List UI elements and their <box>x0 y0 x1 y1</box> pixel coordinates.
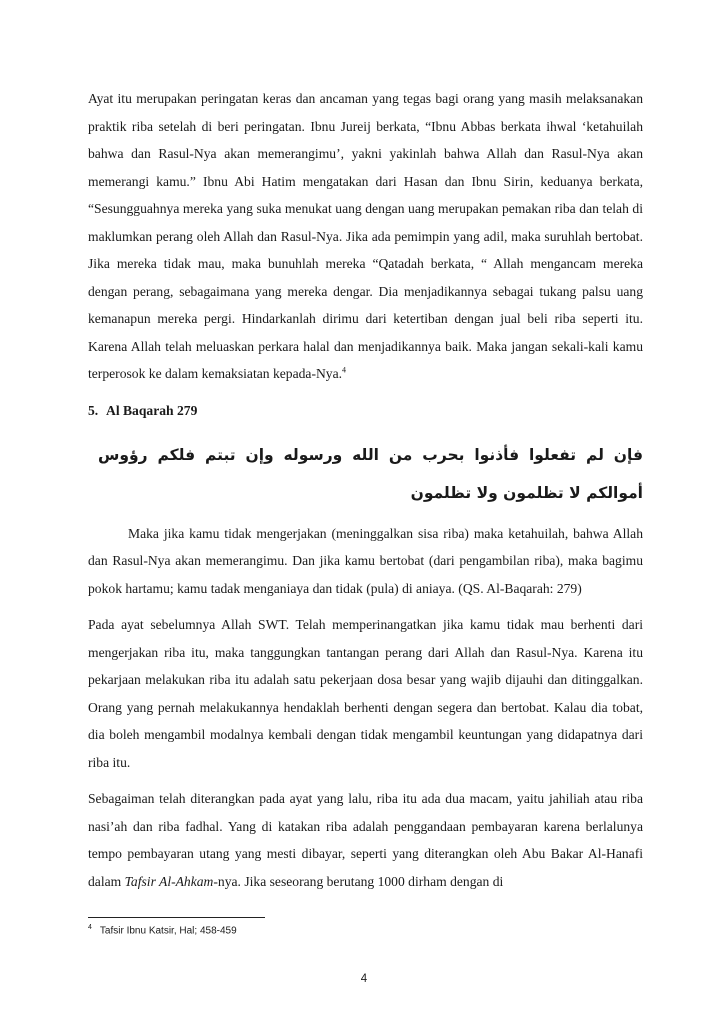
page-number: 4 <box>360 973 368 985</box>
book-title: Tafsir Al-Ahkam <box>124 873 214 889</box>
footnote <box>88 924 237 936</box>
section-heading-number: 5. <box>88 402 99 418</box>
section-heading <box>88 397 643 424</box>
section-heading-text: Al Baqarah 279 <box>106 402 198 418</box>
paragraph-4 <box>88 785 643 895</box>
page-body <box>88 85 643 895</box>
arabic-verse: فإن لم تفعلوا فأذنوا بحرب من الله ورسوله وإن تبتم فلكم رؤوس أموالكم لا تظلمون ولا تظلمون <box>98 445 643 502</box>
footnote-number: 4 <box>88 924 92 931</box>
paragraph-4-text-a: Sebagaiman telah diterangkan pada ayat yang lalu, riba itu ada dua macam, yaitu jahiliah atau riba nasi’ah dan riba fadhal. Yang di katakan riba adalah penggandaan pembayaran karena berlalunya tempo pembayaran utang yang mesti dibayar, seperti yang diterangkan oleh Abu Bakar Al-Hanafi dalam <box>88 791 643 889</box>
paragraph-4-text-b: -nya. Jika seseorang berutang 1000 dirham dengan di <box>213 873 504 889</box>
paragraph-1-text: Ayat itu merupakan peringatan keras dan ancaman yang tegas bagi orang yang masih melaksanakan praktik riba setelah di beri peringatan. Ibnu Jureij berkata, “Ibnu Abbas berkata ihwal ‘ketahuilah bahwa dan Rasul-Nya akan memerangimu’, yakni yakinlah bahwa Allah dan Rasul-Nya akan memerangi kamu.” Ibnu Abi Hatim mengatakan dari Hasan dan Ibnu Sirin, keduanya berkata, “Sesungguahnya mereka yang suka menukat uang dengan uang merupakan pemakan riba dan telah di maklumkan perang oleh Allah dan Rasul-Nya. Jika ada pemimpin yang adil, maka suruhlah bertobat. Jika mereka tidak mau, maka bunuhlah mereka “Qatadah berkata, “ Allah mengancam mereka dengan perang, sebagaimana yang mereka dengar. Dia menjadikannya sebagai tukang palsu uang kemanapun mereka pergi. Hindarkanlah dirimu dari ketertiban dengan jual beli riba seperti itu. Karena Allah telah meluaskan perkara halal dan menjadikannya baik. Maka jangan sekali-kali kamu terperosok ke dalam kemaksiatan kepada-Nya. <box>88 91 643 381</box>
footnote-text: Tafsir Ibnu Katsir, Hal; 458-459 <box>99 925 237 937</box>
paragraph-1 <box>88 85 643 388</box>
paragraph-3: Pada ayat sebelumnya Allah SWT. Telah memperinangatkan jika kamu tidak mau berhenti dari mengerjakan riba itu, maka tanggungkan tantangan perang dari Allah dan Rasul-Nya. Karena itu pekarjaan melakukan riba itu adalah satu pekerjaan dosa besar yang wajib dijauhi dan ditinggalkan. Orang yang pernah melakukannya hendaklah berhenti dengan segera dan bertobat. Kalau dia tobat, dia boleh mengambil modalnya kembali dengan tidak mengambil keuntungan yang didapatnya dari riba itu. <box>88 617 643 770</box>
footnote-ref[interactable]: 4 <box>342 365 347 375</box>
verse-translation: Maka jika kamu tidak mengerjakan (meninggalkan sisa riba) maka ketahuilah, bahwa Allah dan Rasul-Nya akan memerangimu. Dan jika kamu bertobat (dari pengambilan riba), maka bagimu pokok hartamu; kamu tadak menganiaya dan tidak (pula) di aniaya. (QS. Al-Baqarah: 279) <box>88 525 643 596</box>
footnote-divider <box>88 917 265 918</box>
